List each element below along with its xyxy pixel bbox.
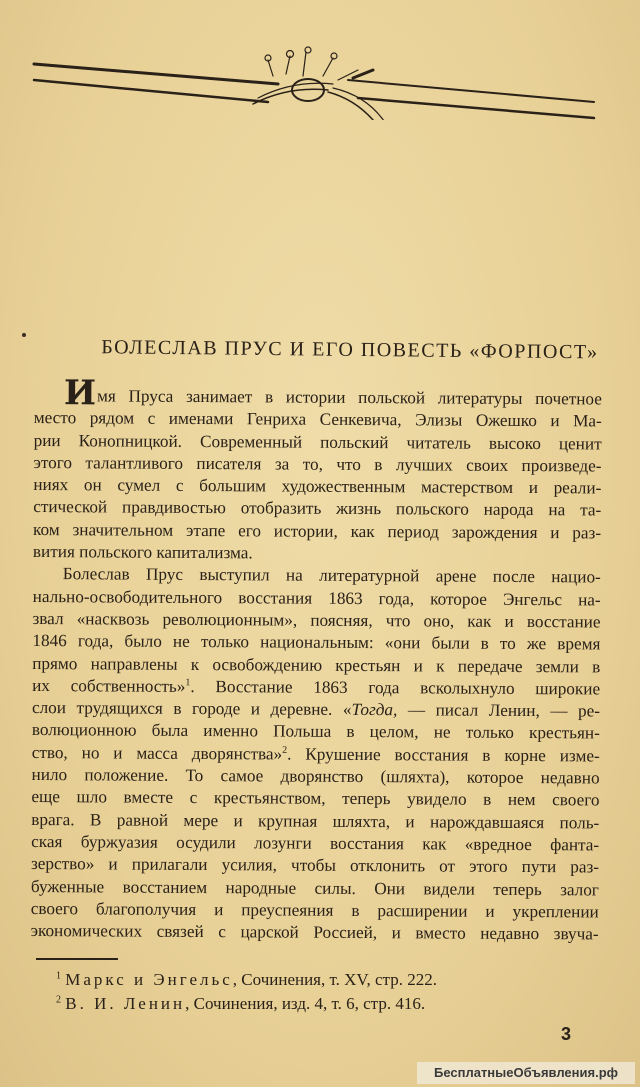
watermark: БесплатныеОбъявления.рф [417,1062,635,1084]
text-line: Имя Пруса занимает в истории польской литературы почетное [63,373,602,414]
text-line: ком значительном этапе его истории, как период зарождения и раз- [33,519,602,543]
text-line: ская буржуазия осудили лозунги восстания как «вредное фанта- [31,831,600,855]
footnote-divider [36,958,118,960]
text-line: их собственность»$^1$. Восстание 1863 года всколыхнуло широкие [32,675,601,699]
text-line: ниях он сумел с большим художественным мастерством и реали- [33,475,602,498]
footnote-2: $^2$ В. И. Ленин, Сочинения, изд. 4, т. 6, стр. 416. [56,994,426,1013]
text-line: 1846 года, было не только национальным: «они были в то же время [32,631,601,654]
text-line: ство, но и масса дворянства»$^2$. Крушение восстания в корне изме- [31,742,600,766]
text-line: стической правдивостью отобразить жизнь польского народа на та- [33,497,602,520]
page-number: 3 [561,1024,572,1044]
text-line: звал «насквозь революционным», поясняя, что оно, как и восстание [32,608,601,632]
text-line: рии Конопницкой. Современный польский читатель высоко ценит [33,430,602,454]
floral-ornament-icon [28,40,600,120]
text-line: врага. В равной мере и крупная шляхта, и нарождавшаяся поль- [31,809,600,833]
text-line: еще шло вместе с крестьянством, теперь увидело в нем своего [31,787,600,810]
footnotes [56,968,576,1016]
text-line: слои трудящихся в городе и деревне. «Тогда, — писал Ленин, — ре- [31,698,601,721]
print-speck [22,333,26,337]
text-line: нило положение. То самое дворянство (шляхта), которое недавно [31,765,600,788]
drop-cap: И [63,373,97,414]
text-line: нально-освободительного восстания 1863 года, которое Энгельс на- [32,586,601,610]
text-line: место рядом с именами Генриха Сенкевича, Элизы Ожешко и Ма- [33,408,602,431]
text-line: зерство» и прилагали усилия, чтобы отклонить от этого пути раз- [30,854,600,877]
text-line: волюционною была именно Польша в целом, не только крестьян- [31,720,600,743]
footnote-ref-2: 2 [282,744,288,756]
body-text [30,373,602,946]
footnote-1: $^1$ Маркс и Энгельс, Сочинения, т. XV, стр. 222. [56,970,437,989]
chapter-title: БОЛЕСЛАВ ПРУС И ЕГО ПОВЕСТЬ «ФОРПОСТ» [101,336,599,364]
text-line: своего благополучия и преуспеяния в расширении и укреплении [30,898,599,922]
footnote-ref-1: 1 [185,677,191,689]
text-line: буженные восстанием народные силы. Они видели теперь залог [30,876,599,899]
text-line: экономических связей с царской Россией, и вместо недавно звуча- [30,921,599,944]
text-line: прямо направлены к освобождению крестьян и к передаче земли в [32,653,601,677]
text-line: Болеслав Прус выступил на литературной арене после нацио- [62,564,601,587]
text-line: вития польского капитализма. [32,542,253,563]
text-line: этого талантливого писателя за то, что в лучших своих произведе- [33,452,602,476]
